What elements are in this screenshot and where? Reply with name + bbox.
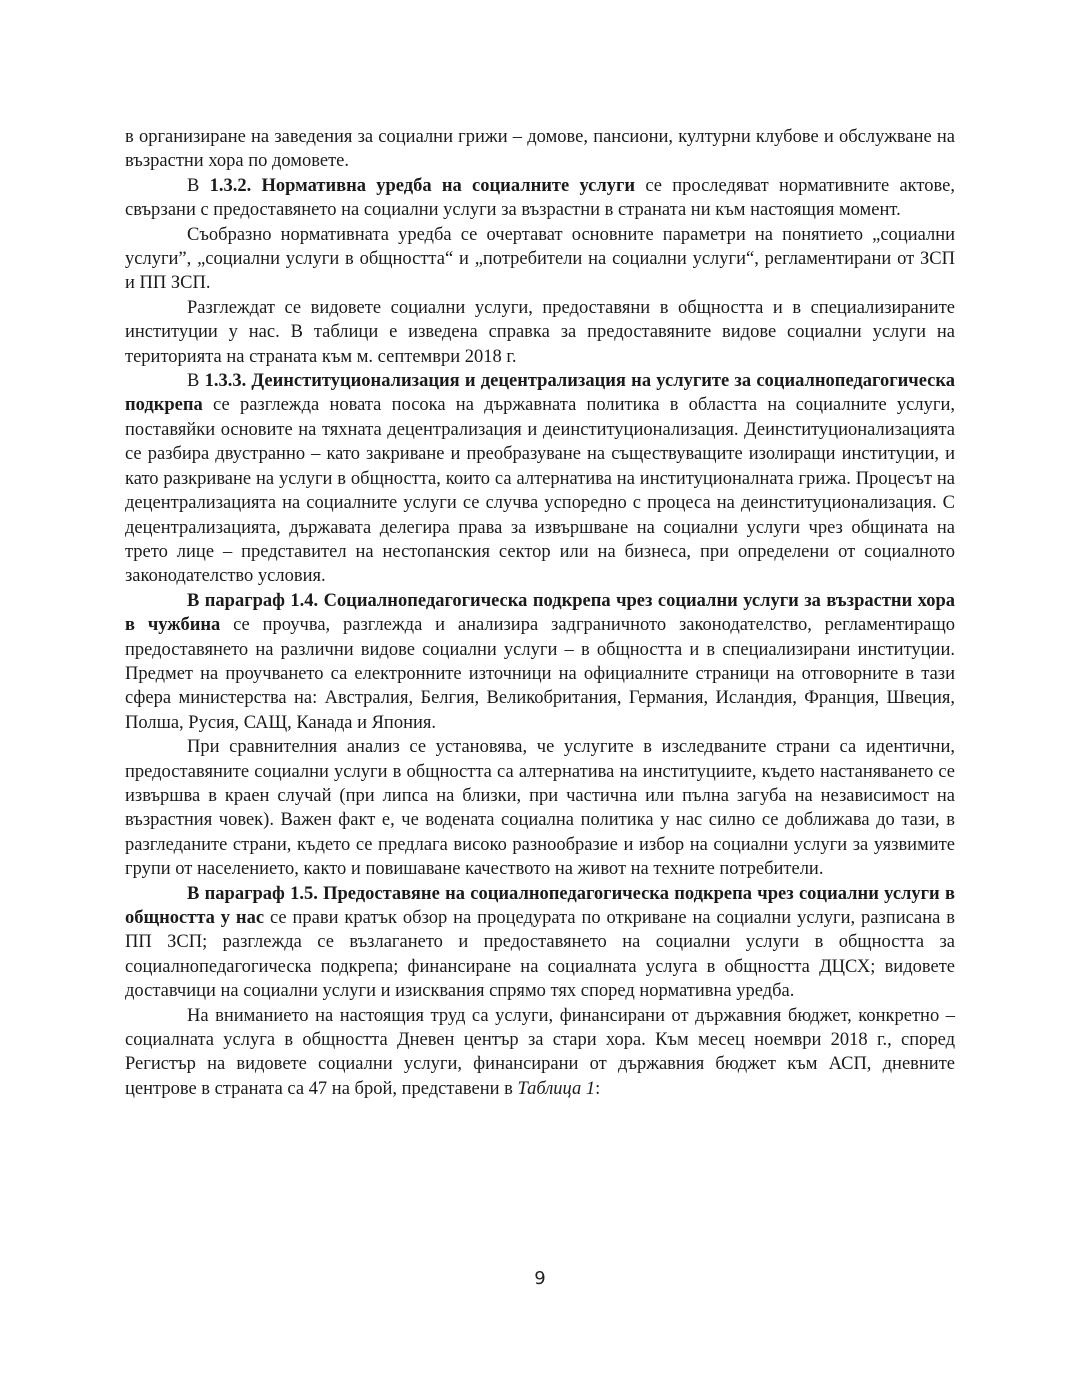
paragraph: [125, 174, 955, 223]
bold-text: 1.3.2. Нормативна уредба на социалните услуги: [209, 175, 636, 196]
text-run: се проучва, разглежда и анализира задграничното законодателство, регламентиращо предоставянето на различни видове социални услуги – в общността и в специализирани институции. Предмет на проучването са електронните източници на официалните страници на отговорните в тази сфера министерства на: Австралия, Белгия, Великобритания, Германия, Исландия, Франция, Швеция, Полша, Русия, САЩ, Канада и Япония.: [125, 615, 955, 733]
paragraph: [125, 296, 955, 369]
text-run: :: [595, 1078, 601, 1099]
document-page: [125, 125, 955, 1101]
bold-text: В параграф 1.5. Предоставяне на социалнопедагогическа подкрепа чрез социални услуги в общността у нас: [125, 883, 955, 928]
page-number: 9: [534, 1268, 546, 1289]
text-run: В: [187, 371, 205, 392]
text-run: В: [187, 175, 210, 196]
paragraph: [125, 125, 955, 174]
text-run: На вниманието на настоящия труд са услуги, финансирани от държавния бюджет, конкретно – социалната услуга в общността Дневен център за стари хора. Към месец ноември 2018 г., според Регистър на видовете социални услуги, финансирани от държавния бюджет към АСП, дневните центрове в страната са 47 на брой, представени в: [125, 1005, 955, 1099]
paragraph: [125, 369, 955, 589]
text-run: се прави кратък обзор на процедурата по откриване на социални услуги, разписана в ПП ЗСП; разглежда се възлагането и предоставянето на социални услуги в общността за социалнопедагогическа подкрепа; финансиране на социалната услуга в общността ДЦСХ; видовете доставчици на социални услуги и изисквания спрямо тях според нормативна уредба.: [125, 908, 955, 1002]
text-run: се разглежда новата посока на държавната политика в областта на социалните услуги, поставяйки основите на тяхната децентрализация и деинституционализация. Деинституционализацията се разбира двустранно – като закриване и преобразуване на съществуващите изолиращи институции, и като разкриване на услуги в общността, които са алтернатива на институционалната грижа. Процесът на децентрализацията на социалните услуги се случва успоредно с процеса на деинституционализация. С децентрализацията, държавата делегира права за извършване на социални услуги чрез общината на трето лице – представител на нестопанския сектор или на бизнеса, при определени от социалното законодателство условия.: [125, 395, 955, 587]
text-run: Разглеждат се видовете социални услуги, предоставяни в общността и в специализираните институции у нас. В таблици е изведена справка за предоставяните видове социални услуги на територията на страната към м. септември 2018 г.: [125, 297, 955, 367]
bold-text: 1.3.3. Деинституционализация и децентрализация на услугите за социалнопедагогическа подкрепа: [125, 371, 955, 416]
paragraph: [125, 1004, 955, 1102]
paragraph: [125, 223, 955, 296]
text-run: в организиране на заведения за социални грижи – домове, пансиони, културни клубове и обслужване на възрастни хора по домовете.: [125, 127, 955, 172]
text-run: Съобразно нормативната уредба се очертават основните параметри на понятието „социални услуги”, „социални услуги в общността“ и „потребители на социални услуги“, регламентирани от ЗСП и ПП ЗСП.: [125, 224, 955, 294]
paragraph: [125, 735, 955, 881]
bold-text: В параграф 1.4. Социалнопедагогическа подкрепа чрез социални услуги за възрастни хора в чужбина: [125, 590, 955, 636]
paragraph: [125, 589, 955, 735]
text-run: се проследяват нормативните актове, свързани с предоставянето на социални услуги за възрастни в страната ни към настоящия момент.: [125, 175, 955, 221]
paragraph: [125, 882, 955, 1004]
italic-text: Таблица 1: [517, 1078, 596, 1099]
text-run: При сравнителния анализ се установява, че услугите в изследваните страни са идентични, предоставяните социални услуги в общността са алтернатива на институциите, където настаняването се извършва в краен случай (при липса на близки, при частична или пълна загуба на независимост на възрастния човек). Важен факт е, че водената социална политика у нас силно се доближава до тази, в разгледаните страни, където се предлага високо разнообразие и избор на социални услуги за уязвимите групи от населението, както и повишаване качеството на живот на техните потребители.: [125, 737, 955, 880]
